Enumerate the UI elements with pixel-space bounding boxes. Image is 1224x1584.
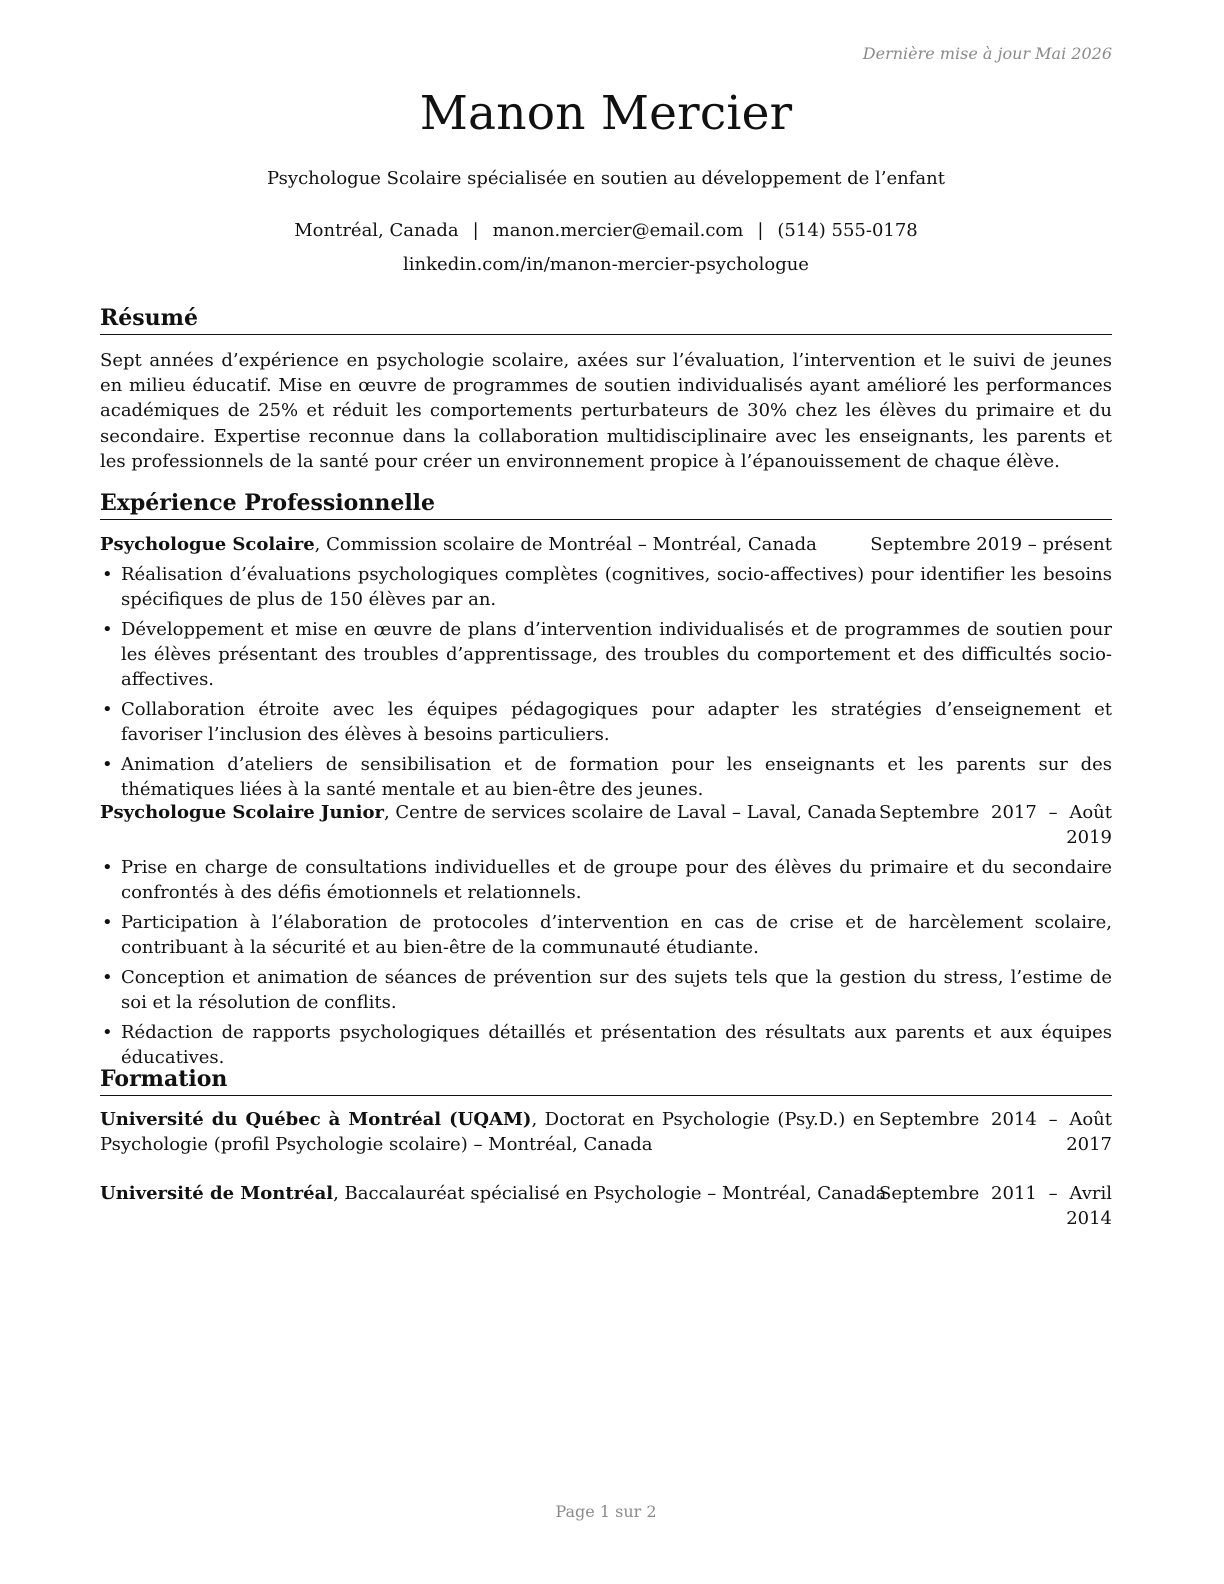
contact-line [100, 220, 1112, 241]
list-item: • Conception et animation de séances de prévention sur des sujets tels que la gestion du stress, l’estime de soi et la résolution de conflits. [100, 965, 1112, 1015]
list-item: • Animation d’ateliers de sensibilisation et de formation pour les enseignants et les parents sur des thématiques liées à la santé mentale et au bien-être des jeunes. [100, 752, 1112, 802]
list-item: • Prise en charge de consultations individuelles et de groupe pour des élèves du primaire et du secondaire confrontés à des défis émotionnels et relationnels. [100, 855, 1112, 905]
job-title-line [100, 800, 877, 825]
job-bullets [100, 562, 1112, 807]
job-org: , Commission scolaire de Montréal – Montréal, Canada [314, 534, 817, 555]
education-dates: Septembre 2014 – Août 2017 [879, 1109, 1112, 1155]
education-degree: , Baccalauréat spécialisé en Psychologie – Montréal, Canada [333, 1183, 887, 1204]
contact-separator: | [472, 220, 479, 241]
candidate-name: Manon Mercier [419, 86, 793, 141]
section-title-summary: Résumé [100, 305, 1112, 335]
list-item: • Participation à l’élaboration de protocoles d’intervention en cas de crise et de harcèlement scolaire, contribuant à la sécurité et au bien-être de la communauté étudiante. [100, 910, 1112, 960]
list-item: • Réalisation d’évaluations psychologiques complètes (cognitives, socio-affectives) pour identifier les besoins spécifiques de plus de 150 élèves par an. [100, 562, 1112, 612]
job-dates: Septembre 2017 – Août 2019 [879, 802, 1112, 848]
education-school: Université de Montréal [100, 1183, 334, 1204]
contact-phone[interactable]: (514) 555-0178 [777, 220, 918, 241]
education-degree: , Doctorat en Psychologie (Psy.D.) en Psychologie (profil Psychologie scolaire) – Montréal, Canada [100, 1109, 875, 1155]
section-title-experience: Expérience Professionnelle [100, 490, 1112, 520]
job-dates: Septembre 2019 – présent [870, 534, 1112, 555]
education-title-line [100, 1181, 886, 1206]
job-role: Psychologue Scolaire Junior [100, 802, 384, 823]
job-title-line [100, 532, 817, 557]
contact-location: Montréal, Canada [294, 220, 459, 241]
list-item: • Développement et mise en œuvre de plans d’intervention individualisés et de programmes de soutien pour les élèves présentant des troubles d’apprentissage, des troubles du comportement et des difficultés socio-affectives. [100, 617, 1112, 693]
summary-text: Sept années d’expérience en psychologie scolaire, axées sur l’évaluation, l’intervention et le suivi de jeunes en milieu éducatif. Mise en œuvre de programmes de soutien individualisés ayant amélioré les performances académiques de 25% et réduit les comportements perturbateurs de 30% chez les élèves du primaire et du secondaire. Expertise reconnue dans la collaboration multidisciplinaire avec les enseignants, les parents et les professionnels de la santé pour créer un environnement propice à l’épanouissement de chaque élève. [100, 350, 1112, 472]
candidate-subtitle: Psychologue Scolaire spécialisée en soutien au développement de l’enfant [267, 168, 945, 189]
education-school: Université du Québec à Montréal (UQAM) [100, 1109, 532, 1130]
contact-email[interactable]: manon.mercier@email.com [492, 220, 744, 241]
section-title-education: Formation [100, 1066, 1112, 1096]
last-updated: Dernière mise à jour Mai 2026 [862, 44, 1112, 63]
job-role: Psychologue Scolaire [100, 534, 315, 555]
resume-page [100, 0, 1112, 1584]
page-number: Page 1 sur 2 [555, 1502, 657, 1521]
education-title-line [100, 1107, 875, 1157]
contact-separator: | [757, 220, 764, 241]
job-org: , Centre de services scolaire de Laval – Laval, Canada [383, 802, 877, 823]
list-item: • Collaboration étroite avec les équipes pédagogiques pour adapter les stratégies d’enseignement et favoriser l’inclusion des élèves à besoins particuliers. [100, 697, 1112, 747]
education-dates: Septembre 2011 – Avril 2014 [879, 1183, 1112, 1229]
job-bullets [100, 855, 1112, 1075]
contact-linkedin[interactable]: linkedin.com/in/manon-mercier-psychologue [403, 254, 809, 275]
list-item: • Rédaction de rapports psychologiques détaillés et présentation des résultats aux parents et aux équipes éducatives. [100, 1020, 1112, 1070]
